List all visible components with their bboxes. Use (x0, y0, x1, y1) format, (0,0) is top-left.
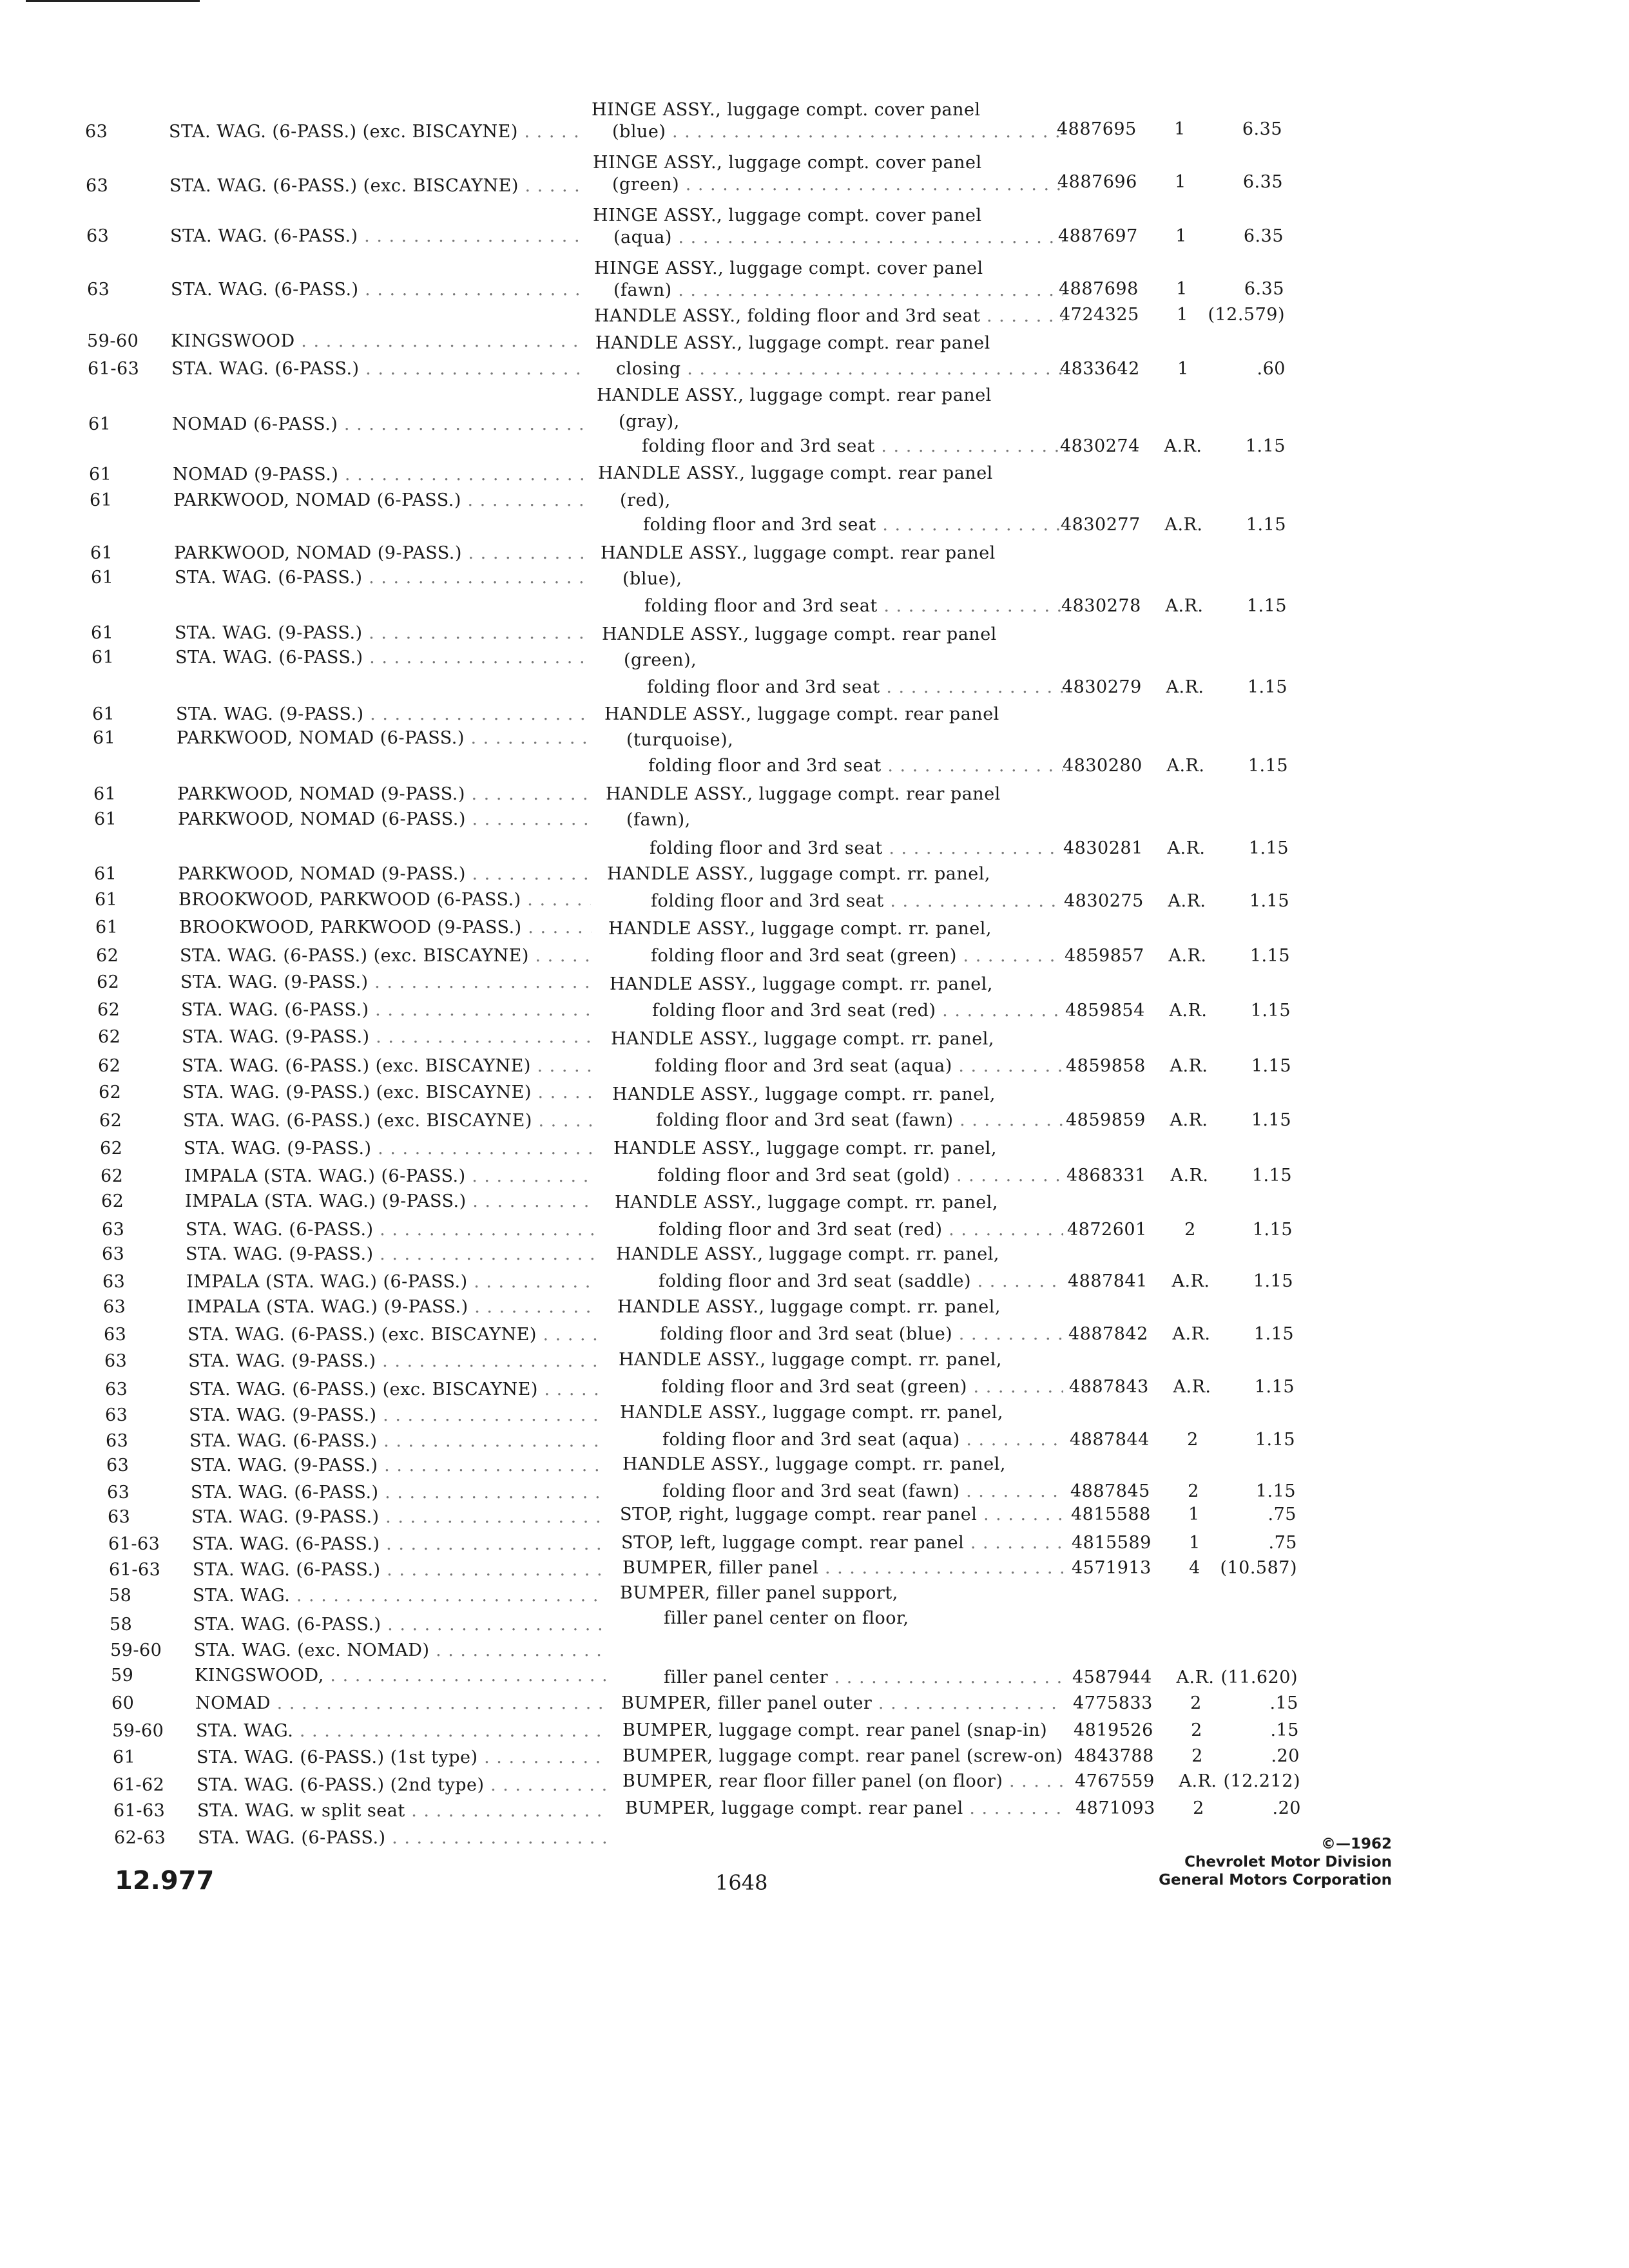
part-description: HINGE ASSY., luggage compt. cover panel (593, 153, 982, 173)
part-description: HANDLE ASSY., luggage compt. rear panel (597, 385, 992, 405)
model-year: 61 (92, 648, 115, 668)
part-number: 4859854 (1065, 1001, 1145, 1021)
part-description: (green) . . . (612, 174, 1063, 196)
part-description: (blue), (622, 569, 682, 589)
model-name: STA. WAG. (6-PASS.) . . . (186, 1219, 598, 1241)
part-description: HANDLE ASSY., luggage compt. rr. panel, (612, 1084, 996, 1104)
model-name: PARKWOOD, NOMAD (6-PASS.) . . . (177, 727, 589, 749)
part-description: folding floor and 3rd seat . . . (647, 677, 1063, 698)
part-description: HANDLE ASSY., luggage compt. rear panel (606, 784, 1001, 804)
model-name: IMPALA (STA. WAG.) (9-PASS.) . . . (187, 1296, 599, 1318)
price: 1.15 (1255, 1481, 1296, 1501)
quantity: A.R. (1170, 1110, 1208, 1130)
model-name: PARKWOOD, NOMAD (6-PASS.) . . . (178, 809, 590, 831)
model-year: 61 (94, 864, 117, 884)
price: (10.587) (1220, 1558, 1297, 1578)
model-year: 63 (106, 1456, 130, 1475)
quantity: A.R. (1176, 1667, 1215, 1687)
part-number: 4815588 (1071, 1504, 1151, 1524)
part-number: 4833642 (1060, 359, 1140, 379)
part-description: HANDLE ASSY., luggage compt. rr. panel, (615, 1193, 998, 1213)
part-description: folding floor and 3rd seat (fawn) . . . (656, 1110, 1063, 1131)
model-year: 61 (113, 1747, 136, 1767)
price: 1.15 (1246, 515, 1286, 535)
model-name: STA. WAG. (6-PASS.) . . . (198, 1827, 610, 1849)
quantity: 2 (1184, 1220, 1196, 1240)
model-name: NOMAD . . . (195, 1693, 608, 1715)
part-number: 4830279 (1062, 677, 1142, 697)
part-description: folding floor and 3rd seat (red) . . . (652, 1000, 1063, 1022)
part-description: HANDLE ASSY., luggage compt. rr. panel, (613, 1139, 997, 1158)
part-number: 4887841 (1068, 1271, 1148, 1291)
part-number: 4815589 (1072, 1533, 1152, 1553)
model-name: PARKWOOD, NOMAD (6-PASS.) . . . (173, 490, 586, 512)
quantity: 1 (1189, 1533, 1200, 1553)
quantity: A.R. (1173, 1377, 1211, 1397)
quantity: 1 (1175, 226, 1187, 246)
quantity: A.R. (1166, 677, 1204, 697)
price: .75 (1268, 1504, 1296, 1524)
model-year: 63 (102, 1220, 125, 1240)
price: 1.15 (1248, 756, 1288, 776)
quantity: 1 (1175, 172, 1186, 192)
division-name: Chevrolet Motor Division (1184, 1854, 1392, 1870)
model-year: 63 (103, 1297, 126, 1317)
price: 1.15 (1247, 677, 1287, 697)
model-name: STA. WAG. (6-PASS.) (exc. BISCAYNE) . . . (188, 1324, 600, 1346)
corporation-name: General Motors Corporation (1159, 1872, 1392, 1888)
part-description: folding floor and 3rd seat (red) . . . (659, 1219, 1063, 1241)
model-year: 63 (104, 1351, 128, 1371)
part-number: 4587944 (1072, 1667, 1152, 1687)
part-description: folding floor and 3rd seat (saddle) . . . (659, 1271, 1063, 1293)
copyright-notice (1134, 1835, 1392, 1889)
model-year: 63 (85, 122, 108, 142)
model-year: 63 (106, 1431, 129, 1451)
part-description: HANDLE ASSY., luggage compt. rear panel (601, 543, 996, 563)
model-year: 59-60 (112, 1721, 164, 1741)
model-name: STA. WAG. (6-PASS.) . . . (191, 1482, 603, 1504)
part-description: (fawn) . . . (613, 280, 1063, 302)
model-name: STA. WAG. (6-PASS.) . . . (192, 1533, 604, 1555)
part-number: 4724325 (1059, 305, 1139, 325)
part-number: 4767559 (1075, 1771, 1155, 1791)
part-number: 4830277 (1061, 515, 1141, 535)
model-year: 61 (92, 704, 115, 724)
part-number: 4887697 (1058, 226, 1138, 246)
model-name: STA. WAG. (9-PASS.) . . . (175, 622, 587, 644)
model-name: STA. WAG. (9-PASS.) . . . (188, 1350, 601, 1372)
part-number: 4887842 (1068, 1324, 1148, 1344)
part-description: BUMPER, luggage compt. rear panel (snap-in) (622, 1720, 1048, 1740)
part-description: HANDLE ASSY., luggage compt. rr. panel, (617, 1297, 1001, 1317)
part-description: HANDLE ASSY., luggage compt. rr. panel, (611, 1029, 994, 1049)
model-year: 63 (107, 1483, 130, 1503)
part-description: folding floor and 3rd seat . . . (650, 838, 1063, 860)
model-year: 58 (109, 1586, 132, 1606)
part-description: HANDLE ASSY., luggage compt. rr. panel, (616, 1244, 999, 1264)
price: 1.15 (1253, 1324, 1294, 1344)
part-number: 4887696 (1057, 172, 1137, 192)
model-name: IMPALA (STA. WAG.) (9-PASS.) . . . (185, 1191, 597, 1213)
price: 1.15 (1254, 1377, 1295, 1397)
part-description: folding floor and 3rd seat . . . (643, 514, 1063, 536)
model-year: 58 (110, 1615, 133, 1635)
part-description: STOP, left, luggage compt. rear panel . . . (621, 1532, 1063, 1554)
part-number: 4571913 (1072, 1558, 1152, 1578)
quantity: 1 (1174, 119, 1186, 139)
model-name: STA. WAG. (9-PASS.) . . . (186, 1244, 598, 1265)
price: .20 (1271, 1746, 1300, 1766)
part-description: HANDLE ASSY., luggage compt. rr. panel, (620, 1403, 1003, 1423)
quantity: 2 (1193, 1798, 1204, 1818)
part-description: folding floor and 3rd seat (fawn) . . . (662, 1481, 1063, 1503)
model-year: 62 (97, 1000, 120, 1020)
quantity: 2 (1188, 1481, 1199, 1501)
model-name: IMPALA (STA. WAG.) (6-PASS.) . . . (186, 1271, 599, 1293)
part-description: (aqua) . . . (613, 227, 1063, 249)
price: 1.15 (1248, 838, 1289, 858)
price: 6.35 (1244, 279, 1284, 299)
part-description: HANDLE ASSY., luggage compt. rear panel (604, 704, 999, 724)
price: 6.35 (1242, 172, 1283, 192)
model-name: STA. WAG. (6-PASS.) (exc. BISCAYNE) . . . (182, 1055, 594, 1077)
quantity: A.R. (1179, 1771, 1217, 1791)
part-description: closing . . . (616, 358, 1063, 380)
quantity: 1 (1177, 305, 1188, 325)
price: .15 (1269, 1693, 1298, 1713)
model-year: 61-63 (109, 1560, 161, 1580)
model-year: 63 (87, 280, 110, 300)
model-year: 62 (99, 1111, 122, 1131)
part-description: HANDLE ASSY., luggage compt. rear panel (598, 463, 993, 483)
model-year: 61 (90, 543, 113, 563)
part-description: (green), (624, 650, 697, 670)
part-description: HINGE ASSY., luggage compt. cover panel (593, 206, 982, 226)
part-description: BUMPER, luggage compt. rear panel (screw-on) (622, 1746, 1063, 1766)
model-name: STA. WAG. (exc. NOMAD) . . . (194, 1640, 606, 1662)
model-year: 63 (105, 1405, 128, 1425)
model-year: 62-63 (114, 1828, 166, 1848)
part-description: HANDLE ASSY., luggage compt. rr. panel, (607, 864, 990, 884)
part-description: folding floor and 3rd seat (green) . . . (661, 1376, 1063, 1398)
part-number: 4887695 (1057, 119, 1137, 139)
part-number: 4859857 (1065, 946, 1144, 966)
price: .75 (1268, 1533, 1297, 1553)
part-description: STOP, right, luggage compt. rear panel . . . (620, 1504, 1063, 1526)
model-name: STA. WAG. (9-PASS.) . . . (184, 1138, 596, 1160)
model-year: 59-60 (110, 1640, 162, 1660)
part-description: folding floor and 3rd seat . . . (642, 436, 1063, 457)
folio-number: 12.977 (115, 1866, 215, 1896)
model-name: STA. WAG. . . . (196, 1720, 608, 1742)
part-description: HANDLE ASSY., folding floor and 3rd seat . . . (594, 305, 1063, 327)
price: (12.212) (1223, 1771, 1300, 1791)
model-name: PARKWOOD, NOMAD (9-PASS.) . . . (177, 783, 590, 805)
model-year: 63 (102, 1244, 125, 1264)
part-description: folding floor and 3rd seat (aqua) . . . (655, 1055, 1063, 1077)
price: .60 (1257, 359, 1286, 379)
model-year: 61 (91, 623, 114, 643)
price: (12.579) (1208, 305, 1285, 325)
price: 6.35 (1242, 119, 1282, 139)
model-year: 61 (93, 784, 117, 804)
part-number: 4775833 (1073, 1693, 1153, 1713)
part-description: HANDLE ASSY., luggage compt. rr. panel, (608, 919, 992, 939)
part-number: 4887843 (1069, 1377, 1149, 1397)
price: 1.15 (1251, 1056, 1291, 1076)
quantity: 1 (1188, 1504, 1200, 1524)
part-description: BUMPER, filler panel outer . . . (621, 1693, 1063, 1715)
price: (11.620) (1220, 1667, 1298, 1687)
model-name: STA. WAG. (6-PASS.) (exc. BISCAYNE) . . . (189, 1379, 601, 1401)
quantity: A.R. (1168, 891, 1206, 911)
model-name: STA. WAG. (6-PASS.) (exc. BISCAYNE) . . . (169, 121, 581, 143)
part-description: (red), (620, 490, 671, 510)
copyright-year: ©—1962 (1320, 1836, 1392, 1852)
model-year: 63 (102, 1272, 126, 1292)
model-year: 61-63 (113, 1801, 166, 1821)
part-description: HANDLE ASSY., luggage compt. rear panel (595, 333, 990, 353)
model-name: STA. WAG. . . . (193, 1585, 605, 1607)
model-name: STA. WAG. (6-PASS.) . . . (175, 567, 587, 589)
part-description: folding floor and 3rd seat . . . (651, 890, 1063, 912)
model-year: 62 (99, 1082, 122, 1102)
model-year: 61 (94, 809, 117, 829)
model-year: 61-62 (113, 1775, 165, 1795)
part-description: filler panel center on floor, (664, 1608, 909, 1628)
model-year: 62 (101, 1191, 124, 1211)
model-name: NOMAD (9-PASS.) . . . (173, 464, 585, 486)
quantity: A.R. (1164, 515, 1203, 535)
model-year: 61-63 (88, 359, 140, 379)
model-name: STA. WAG. (9-PASS.) . . . (176, 704, 588, 726)
price: 1.15 (1250, 1001, 1291, 1021)
model-year: 63 (86, 226, 110, 246)
part-description: filler panel center . . . (664, 1667, 1063, 1689)
part-number: 4859858 (1066, 1056, 1146, 1076)
part-description: folding floor and 3rd seat (gold) . . . (657, 1165, 1063, 1187)
part-description: folding floor and 3rd seat (blue) . . . (660, 1323, 1063, 1345)
price: 1.15 (1249, 891, 1289, 911)
model-name: STA. WAG. (6-PASS.) . . . (181, 999, 593, 1021)
part-number: 4872601 (1067, 1220, 1147, 1240)
part-description: folding floor and 3rd seat (aqua) . . . (662, 1429, 1063, 1451)
quantity: 1 (1176, 279, 1188, 299)
model-year: 63 (108, 1507, 131, 1527)
model-year: 62 (98, 1027, 121, 1047)
model-year: 61 (93, 728, 116, 748)
part-number: 4887844 (1070, 1430, 1150, 1450)
model-year: 62 (98, 1056, 121, 1076)
model-year: 61-63 (108, 1534, 160, 1554)
model-name: BROOKWOOD, PARKWOOD (6-PASS.) . . . (178, 889, 591, 911)
quantity: A.R. (1171, 1271, 1210, 1291)
price: 1.15 (1251, 1110, 1291, 1130)
model-name: STA. WAG. (6-PASS.) . . . (189, 1430, 602, 1452)
model-name: STA. WAG. w split seat . . . (197, 1800, 610, 1822)
part-description: folding floor and 3rd seat . . . (644, 595, 1063, 617)
model-name: STA. WAG. (6-PASS.) (exc. BISCAYNE) . . . (180, 945, 592, 967)
price: .15 (1270, 1720, 1299, 1740)
quantity: A.R. (1166, 756, 1205, 776)
model-name: STA. WAG. (9-PASS.) . . . (182, 1026, 594, 1048)
part-number: 4830281 (1063, 838, 1143, 858)
quantity: A.R. (1169, 1001, 1208, 1021)
model-year: 59-60 (87, 331, 139, 351)
part-number: 4887698 (1059, 279, 1139, 299)
part-description: (gray), (619, 412, 680, 432)
model-year: 62 (96, 946, 119, 966)
quantity: 2 (1190, 1693, 1202, 1713)
model-name: STA. WAG. (6-PASS.) . . . (193, 1614, 606, 1636)
model-name: BROOKWOOD, PARKWOOD (9-PASS.) . . . (179, 917, 592, 939)
part-number: 4830274 (1060, 436, 1140, 456)
part-description: (turquoise), (626, 730, 734, 750)
part-description: HANDLE ASSY., luggage compt. rear panel (602, 624, 997, 644)
part-number: 4887845 (1070, 1481, 1150, 1501)
price: 1.15 (1249, 946, 1290, 966)
model-name: STA. WAG. (6-PASS.) . . . (175, 647, 588, 669)
model-year: 61 (89, 465, 112, 485)
part-number: 4871093 (1075, 1798, 1155, 1818)
price: 1.15 (1245, 436, 1286, 456)
part-description: (blue) . . . (612, 121, 1063, 143)
model-name: STA. WAG. (6-PASS.) (2nd type) . . . (197, 1774, 609, 1796)
model-year: 61 (88, 414, 111, 434)
model-name: STA. WAG. (9-PASS.) . . . (189, 1405, 601, 1427)
quantity: 4 (1189, 1558, 1200, 1578)
part-number: 4830278 (1061, 596, 1141, 616)
part-description: HANDLE ASSY., luggage compt. rr. panel, (619, 1350, 1002, 1370)
model-name: STA. WAG. (6-PASS.) . . . (193, 1559, 605, 1581)
price: 1.15 (1255, 1430, 1295, 1450)
part-description: folding floor and 3rd seat . . . (648, 755, 1063, 777)
part-description: HINGE ASSY., luggage compt. cover panel (592, 100, 981, 120)
part-number: 4868331 (1066, 1166, 1146, 1186)
model-name: STA. WAG. (9-PASS.) . . . (180, 972, 593, 994)
model-year: 62 (100, 1139, 123, 1158)
model-name: STA. WAG. (9-PASS.) . . . (191, 1506, 604, 1528)
quantity: A.R. (1164, 436, 1202, 456)
model-year: 61 (95, 918, 119, 937)
part-description: (fawn), (626, 810, 691, 830)
model-year: 61 (90, 490, 113, 510)
part-number: 4830275 (1064, 891, 1144, 911)
part-number: 4819526 (1074, 1720, 1153, 1740)
model-name: KINGSWOOD, . . . (195, 1665, 607, 1687)
part-description: HANDLE ASSY., luggage compt. rr. panel, (622, 1454, 1006, 1474)
model-year: 63 (104, 1325, 127, 1345)
model-year: 63 (105, 1379, 128, 1399)
model-name: KINGSWOOD . . . (171, 331, 583, 352)
model-name: STA. WAG. (6-PASS.) . . . (171, 279, 583, 301)
model-year: 60 (111, 1693, 135, 1713)
model-year: 61 (91, 568, 114, 588)
model-name: STA. WAG. (6-PASS.) (exc. BISCAYNE) . . . (183, 1110, 595, 1132)
quantity: 1 (1177, 359, 1189, 379)
model-name: NOMAD (6-PASS.) . . . (172, 414, 584, 436)
part-number: 4859859 (1066, 1110, 1146, 1130)
quantity: A.R. (1165, 596, 1204, 616)
part-description: BUMPER, filler panel support, (620, 1583, 898, 1603)
part-description: HINGE ASSY., luggage compt. cover panel (594, 258, 983, 278)
price: 1.15 (1251, 1166, 1292, 1186)
model-year: 59 (111, 1666, 134, 1686)
price: .20 (1272, 1798, 1301, 1818)
model-name: PARKWOOD, NOMAD (9-PASS.) . . . (174, 543, 586, 564)
model-year: 63 (86, 176, 109, 196)
model-name: STA. WAG. (6-PASS.) (exc. BISCAYNE) . . . (169, 175, 582, 197)
quantity: 2 (1187, 1430, 1199, 1450)
quantity: 2 (1191, 1720, 1202, 1740)
price: 1.15 (1246, 596, 1287, 616)
part-description: BUMPER, luggage compt. rear panel . . . (625, 1798, 1063, 1820)
model-name: STA. WAG. (6-PASS.) . . . (170, 226, 583, 247)
model-name: IMPALA (STA. WAG.) (6-PASS.) . . . (184, 1166, 597, 1187)
part-description: BUMPER, rear floor filler panel (on floor) . . . (622, 1771, 1063, 1792)
price: 1.15 (1252, 1220, 1293, 1240)
model-year: 62 (97, 972, 120, 992)
part-number: 4830280 (1063, 756, 1142, 776)
price: 1.15 (1253, 1271, 1293, 1291)
part-description: BUMPER, filler panel . . . (622, 1557, 1063, 1579)
model-year: 62 (101, 1166, 124, 1186)
model-year: 61 (95, 890, 118, 910)
model-name: STA. WAG. (9-PASS.) . . . (190, 1455, 602, 1477)
quantity: 2 (1191, 1746, 1203, 1766)
part-number: 4843788 (1074, 1746, 1154, 1766)
page-number: 1648 (715, 1870, 768, 1895)
model-name: STA. WAG. (6-PASS.) (1st type) . . . (197, 1747, 609, 1769)
top-rule (26, 0, 200, 2)
quantity: A.R. (1170, 1166, 1209, 1186)
model-name: STA. WAG. (9-PASS.) (exc. BISCAYNE) . . . (182, 1082, 595, 1104)
model-name: PARKWOOD, NOMAD (9-PASS.) . . . (178, 863, 590, 885)
quantity: A.R. (1167, 838, 1206, 858)
quantity: A.R. (1168, 946, 1207, 966)
model-name: STA. WAG. (6-PASS.) . . . (171, 358, 584, 380)
part-description: HANDLE ASSY., luggage compt. rr. panel, (610, 974, 993, 994)
part-description: folding floor and 3rd seat (green) . . . (651, 945, 1063, 967)
price: 6.35 (1243, 226, 1284, 246)
quantity: A.R. (1172, 1324, 1211, 1344)
quantity: A.R. (1170, 1056, 1208, 1076)
